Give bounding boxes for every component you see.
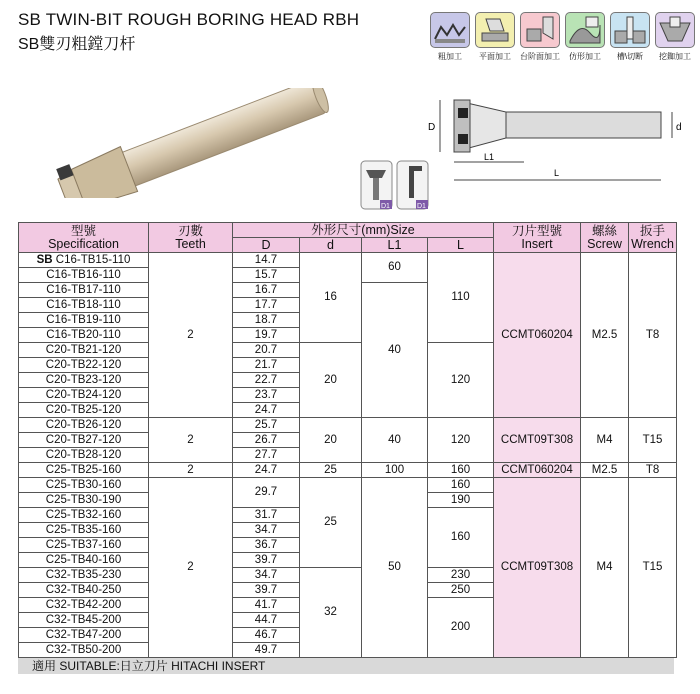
spec-code: C16-TB16-110 <box>19 268 149 283</box>
D-cell: 14.7 <box>233 253 300 268</box>
accessory-screw-label: D1 <box>381 203 390 210</box>
spec-code: C20-TB26-120 <box>19 418 149 433</box>
L-cell: 160 <box>428 478 494 493</box>
D-cell: 39.7 <box>233 583 300 598</box>
spec-code: C25-TB40-160 <box>19 553 149 568</box>
suitable-insert-note: 適用 SUITABLE:日立刀片 HITACHI INSERT <box>18 658 674 674</box>
wrench-cell: T8 <box>629 463 677 478</box>
D-cell: 15.7 <box>233 268 300 283</box>
pocket-machining-icon <box>655 12 695 48</box>
spec-code: C25-TB37-160 <box>19 538 149 553</box>
accessory-icons <box>360 160 430 212</box>
D-cell: 41.7 <box>233 598 300 613</box>
header-screw: 螺絲 Screw <box>581 223 629 253</box>
wrench-cell: T15 <box>629 418 677 463</box>
teeth-cell: 2 <box>149 478 233 658</box>
header-spec: 型號 Specification <box>19 223 149 253</box>
spec-code: C32-TB47-200 <box>19 628 149 643</box>
grooving-icon <box>610 12 650 48</box>
D-cell: 24.7 <box>233 463 300 478</box>
header-L: L <box>428 238 494 253</box>
spec-code: C20-TB24-120 <box>19 388 149 403</box>
wrench-cell: T15 <box>629 478 677 658</box>
L1-cell: 50 <box>362 478 428 658</box>
spec-code: C20-TB25-120 <box>19 403 149 418</box>
screw-cell: M2.5 <box>581 253 629 418</box>
insert-cell: CCMT09T308 <box>494 418 581 463</box>
boring-head-photo <box>44 88 344 198</box>
spec-code: C25-TB30-160 <box>19 478 149 493</box>
header-d: d <box>300 238 362 253</box>
operation-shoulder <box>520 12 560 62</box>
dim-d-label: d <box>676 122 682 133</box>
table-row <box>19 478 677 493</box>
spec-code: C16-TB17-110 <box>19 283 149 298</box>
L-cell: 160 <box>428 463 494 478</box>
L-cell: 250 <box>428 583 494 598</box>
operation-profile <box>565 12 605 62</box>
L1-cell: 40 <box>362 283 428 418</box>
spec-code: C32-TB50-200 <box>19 643 149 658</box>
header-wrench: 扳手 Wrench <box>629 223 677 253</box>
D-cell: 31.7 <box>233 508 300 523</box>
spec-code: C25-TB32-160 <box>19 508 149 523</box>
D-cell: 29.7 <box>233 478 300 508</box>
D-cell: 26.7 <box>233 433 300 448</box>
prefix-label: SB <box>36 253 53 266</box>
L-cell: 190 <box>428 493 494 508</box>
profile-machining-icon <box>565 12 605 48</box>
screw-cell: M4 <box>581 418 629 463</box>
shoulder-machining-icon <box>520 12 560 48</box>
insert-cell: CCMT09T308 <box>494 478 581 658</box>
spec-code: C25-TB30-190 <box>19 493 149 508</box>
accessory-wrench-label: D1 <box>417 203 426 210</box>
spec-code: C32-TB45-200 <box>19 613 149 628</box>
spec-code: C20-TB28-120 <box>19 448 149 463</box>
D-cell: 16.7 <box>233 283 300 298</box>
d-cell: 16 <box>300 253 362 343</box>
spec-code: C20-TB21-120 <box>19 343 149 358</box>
L-cell: 110 <box>428 253 494 343</box>
D-cell: 21.7 <box>233 358 300 373</box>
table-row <box>19 253 677 268</box>
dim-L1-label: L1 <box>484 152 495 162</box>
L-cell: 200 <box>428 598 494 658</box>
D-cell: 24.7 <box>233 403 300 418</box>
D-cell: 46.7 <box>233 628 300 643</box>
operation-grooving <box>610 12 650 62</box>
spec-table <box>18 222 677 658</box>
D-cell: 25.7 <box>233 418 300 433</box>
L-cell: 160 <box>428 508 494 568</box>
D-cell: 22.7 <box>233 373 300 388</box>
header-size: 外形尺寸(mm)Size <box>233 223 494 238</box>
operation-label: 台阶面加工 <box>520 52 560 61</box>
spec-code: C16-TB19-110 <box>19 313 149 328</box>
header-insert: 刀片型號 Insert <box>494 223 581 253</box>
D-cell: 18.7 <box>233 313 300 328</box>
D-cell: 19.7 <box>233 328 300 343</box>
spec-code: C32-TB35-230 <box>19 568 149 583</box>
dim-L-label: L <box>554 168 560 178</box>
L1-cell: 60 <box>362 253 428 283</box>
D-cell: 27.7 <box>233 448 300 463</box>
operation-icons <box>430 12 698 62</box>
spec-code: C32-TB40-250 <box>19 583 149 598</box>
teeth-cell: 2 <box>149 253 233 418</box>
insert-cell: CCMT060204 <box>494 463 581 478</box>
face-machining-icon <box>475 12 515 48</box>
wrench-cell: T8 <box>629 253 677 418</box>
L-cell: 120 <box>428 418 494 463</box>
spec-code: C32-TB42-200 <box>19 598 149 613</box>
teeth-cell: 2 <box>149 463 233 478</box>
L-cell: 120 <box>428 343 494 418</box>
spec-code: C20-TB23-120 <box>19 373 149 388</box>
operation-label: 粗加工 <box>438 52 462 61</box>
D-cell: 17.7 <box>233 298 300 313</box>
table-row <box>19 418 677 433</box>
page-title: SB TWIN-BIT ROUGH BORING HEAD RBH <box>18 10 360 29</box>
header-teeth: 刃數 Teeth <box>149 223 233 253</box>
operation-face <box>475 12 515 62</box>
operation-rough <box>430 12 470 62</box>
d-cell: 20 <box>300 418 362 463</box>
screw-cell: M2.5 <box>581 463 629 478</box>
d-cell: 25 <box>300 463 362 478</box>
teeth-cell: 2 <box>149 418 233 463</box>
operation-label: 仿形加工 <box>569 52 601 61</box>
dim-D-label: D <box>428 122 436 133</box>
dimension-drawing <box>414 92 689 192</box>
header-L1: L1 <box>362 238 428 253</box>
L-cell: 230 <box>428 568 494 583</box>
D-cell: 39.7 <box>233 553 300 568</box>
spec-code: C25-TB35-160 <box>19 523 149 538</box>
operation-label: 挖銣加工 <box>659 52 691 61</box>
spec-code: C16-TB20-110 <box>19 328 149 343</box>
page-subtitle: SB雙刃粗鏜刀杆 <box>18 36 136 53</box>
header-D: D <box>233 238 300 253</box>
operation-label: 平面加工 <box>479 52 511 61</box>
d-cell: 25 <box>300 478 362 568</box>
rough-machining-icon <box>430 12 470 48</box>
table-row <box>19 463 677 478</box>
D-cell: 49.7 <box>233 643 300 658</box>
L1-cell: 40 <box>362 418 428 463</box>
spec-code: C25-TB25-160 <box>19 463 149 478</box>
operation-pocket <box>655 12 695 62</box>
spec-code: C16-TB15-110 <box>55 253 131 266</box>
d-cell: 20 <box>300 343 362 418</box>
d-cell: 32 <box>300 568 362 658</box>
D-cell: 23.7 <box>233 388 300 403</box>
D-cell: 20.7 <box>233 343 300 358</box>
D-cell: 44.7 <box>233 613 300 628</box>
spec-code: C20-TB27-120 <box>19 433 149 448</box>
D-cell: 34.7 <box>233 523 300 538</box>
L1-cell: 100 <box>362 463 428 478</box>
screw-cell: M4 <box>581 478 629 658</box>
operation-label: 槽\切断 <box>616 52 644 61</box>
spec-code: C20-TB22-120 <box>19 358 149 373</box>
D-cell: 36.7 <box>233 538 300 553</box>
spec-code: C16-TB18-110 <box>19 298 149 313</box>
insert-cell: CCMT060204 <box>494 253 581 418</box>
D-cell: 34.7 <box>233 568 300 583</box>
